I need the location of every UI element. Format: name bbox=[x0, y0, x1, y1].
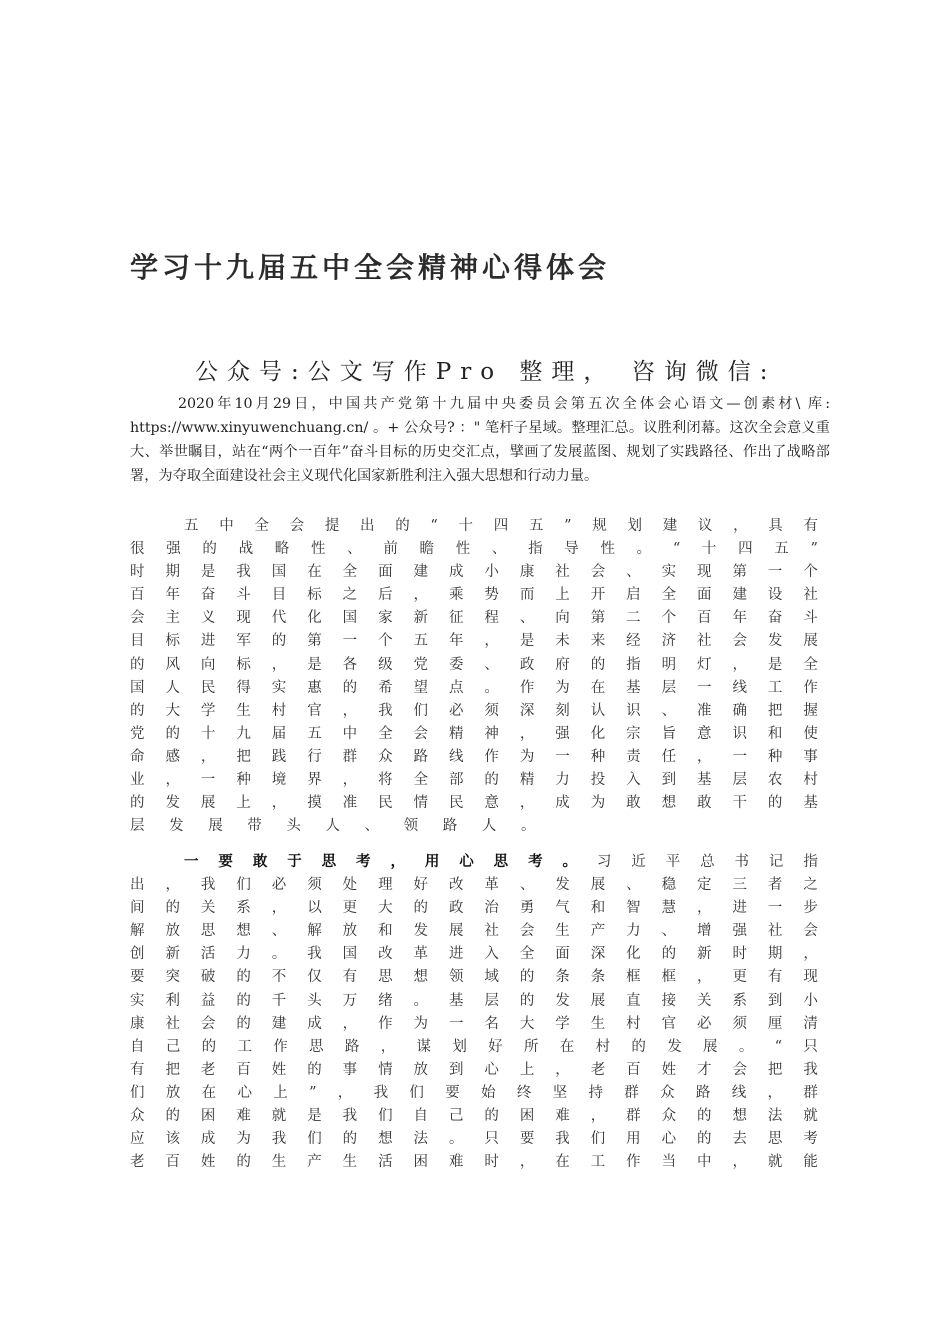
text-line: 应 该 成 为 我 们 的 想 法 。 只 要 我 们 用 心 的 去 思 考 bbox=[130, 1131, 818, 1148]
text-line: 康 社 会 的 建 成 ， 作 为 一 名 大 学 生 村 官 必 须 厘 清 bbox=[130, 1015, 818, 1032]
text-line: 目 标 进 军 的 第 一 个 五 年 ， 是 未 来 经 济 社 会 发 展 bbox=[130, 633, 818, 650]
intro-paragraph: 2020年10月29日，中国共产党第十九届中央委员会第五次全体会心语文—创素材\ 库: https://www.xinyuwenchuang.cn/ 。+ 公众号? ：" 笔杆子星域。整理汇总。议胜利闭幕。这次全会意义重大、举世瞩目，站在“两个一百年”奋斗目标的历史交汇点，擘画了发展蓝图、规划了实践路径、作出了战略部署，为夺取全面建设社会主义现代化国家新胜利注入强大思想和行动力量。 bbox=[130, 396, 830, 484]
text-line: 众 的 困 难 就 是 我 们 自 己 的 困 难 ， 群 众 的 想 法 就 bbox=[130, 1108, 818, 1125]
text-line: 层 发 展 带 头 人 、 领 路 人 。 bbox=[130, 818, 536, 835]
text-line: 很 强 的 战 略 性 、 前 瞻 性 、 指 导 性 。 “ 十 四 五 ” bbox=[130, 541, 818, 558]
text-line: 的 大 学 生 村 官 ， 我 们 必 须 深 刻 认 识 、 准 确 把 握 bbox=[130, 702, 818, 719]
text-line: 解 放 思 想 、 解 放 和 发 展 社 会 生 产 力 、 增 强 社 会 bbox=[130, 923, 818, 940]
text-line: 的 发 展 上 ， 摸 准 民 情 民 意 ， 成 为 敢 想 敢 干 的 基 bbox=[130, 795, 818, 812]
text-line: 的 风 向 标 ， 是 各 级 党 委 、 政 府 的 指 明 灯 ， 是 全 bbox=[130, 656, 818, 673]
document-subtitle: 公众号:公文写作Pro 整理， 咨询微信: bbox=[195, 359, 777, 385]
text-line: 国 人 民 得 实 惠 的 希 望 点 。 作 为 在 基 层 一 线 工 作 bbox=[130, 679, 818, 696]
paragraph-1 bbox=[130, 515, 818, 838]
text-line: 间 的 关 系 ， 以 更 大 的 政 治 勇 气 和 智 慧 ， 进 一 步 bbox=[130, 900, 818, 917]
text-line: 老 百 姓 的 生 产 生 活 困 难 时 ， 在 工 作 当 中 ， 就 能 bbox=[130, 1154, 818, 1171]
text-line: 命 感 ， 把 践 行 群 众 路 线 作 为 一 种 责 任 ， 一 种 事 bbox=[130, 748, 818, 765]
text-line: 五 中 全 会 提 出 的 “ 十 四 五 ” 规 划 建 议 ， 具 有 bbox=[184, 518, 818, 534]
text-line: 时 期 是 我 国 在 全 面 建 成 小 康 社 会 、 实 现 第 一 个 bbox=[130, 564, 818, 581]
text-line: 一 要 敢 于 思 考 ， 用 心 思 考 。 习 近 平 总 书 记 指 bbox=[184, 854, 818, 870]
text-line: 党 的 十 九 届 五 中 全 会 精 神 ， 强 化 宗 旨 意 识 和 使 bbox=[130, 725, 818, 742]
paragraph-2 bbox=[130, 851, 818, 1174]
text-line: 会 主 义 现 代 化 国 家 新 征 程 、 向 第 二 个 百 年 奋 斗 bbox=[130, 610, 818, 627]
text-line: 创 新 活 力 。 我 国 改 革 进 入 全 面 深 化 的 新 时 期 ， bbox=[130, 946, 818, 963]
text-line: 实 利 益 的 千 头 万 绪 。 基 层 的 发 展 直 接 关 系 到 小 bbox=[130, 992, 818, 1009]
text-line: 百 年 奋 斗 目 标 之 后 ， 乘 势 而 上 开 启 全 面 建 设 社 bbox=[130, 587, 818, 604]
text-line: 有 把 老 百 姓 的 事 情 放 到 心 上 ， 老 百 姓 才 会 把 我 bbox=[130, 1061, 818, 1078]
text-line: 们 放 在 心 上 ” ， 我 们 要 始 终 坚 持 群 众 路 线 ， 群 bbox=[130, 1084, 818, 1101]
text-line: 业 ， 一 种 境 界 ， 将 全 部 的 精 力 投 入 到 基 层 农 村 bbox=[130, 772, 818, 789]
text-line: 要 突 破 的 不 仅 有 思 想 领 域 的 条 条 框 框 ， 更 有 现 bbox=[130, 969, 818, 986]
document-title: 学习十九届五中全会精神心得体会 bbox=[130, 251, 611, 284]
text-line: 出 ， 我 们 必 须 处 理 好 改 革 、 发 展 、 稳 定 三 者 之 bbox=[130, 877, 818, 894]
text-line: 自 己 的 工 作 思 路 ， 谋 划 好 所 在 村 的 发 展 。 “ 只 bbox=[130, 1038, 818, 1055]
